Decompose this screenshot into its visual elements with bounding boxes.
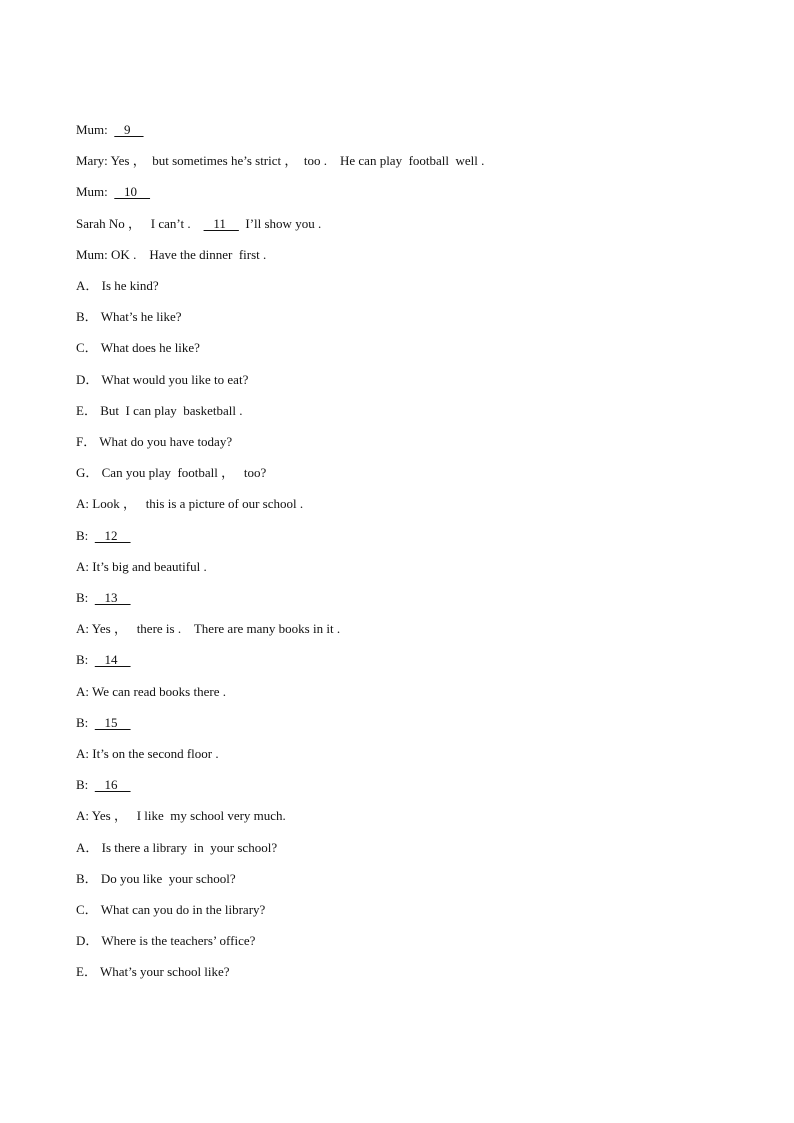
option-item: [76, 933, 255, 949]
speaker: B:: [76, 590, 89, 605]
answer-blank: 15: [94, 715, 131, 730]
answer-blank: 9: [114, 122, 144, 137]
speaker: A:: [76, 496, 89, 511]
dialogue-line: [76, 590, 131, 606]
line-text: Yes ， but sometimes he’s strict ， too . He can play football well .: [110, 153, 485, 168]
option-letter: A．: [76, 840, 99, 855]
option-item: [76, 309, 182, 325]
answer-blank: 13: [94, 590, 131, 605]
option-letter: A．: [76, 278, 99, 293]
line-text: Look ， this is a picture of our school .: [92, 496, 304, 511]
dialogue-line: [76, 247, 266, 263]
dialogue-line: [76, 715, 131, 731]
option-text: What does he like?: [100, 340, 200, 355]
option-item: [76, 372, 248, 388]
option-item: [76, 871, 236, 887]
option-item: [76, 434, 232, 450]
option-letter: C．: [76, 340, 98, 355]
option-item: [76, 340, 200, 356]
option-text: Is there a library in your school?: [101, 840, 278, 855]
line-text-after: I’ll show you .: [238, 216, 322, 231]
option-letter: D．: [76, 372, 99, 387]
speaker: A:: [76, 746, 89, 761]
speaker: Sarah: [76, 216, 106, 231]
option-text: Is he kind?: [101, 278, 159, 293]
speaker: Mum:: [76, 247, 108, 262]
option-letter: B．: [76, 871, 98, 886]
speaker: A:: [76, 621, 89, 636]
option-letter: E．: [76, 964, 97, 979]
line-text: It’s big and beautiful .: [92, 559, 207, 574]
line-text: No ， I can’t .: [108, 216, 204, 231]
speaker: Mum:: [76, 184, 108, 199]
option-letter: C．: [76, 902, 98, 917]
answer-blank: 10: [114, 184, 151, 199]
line-text: It’s on the second floor .: [92, 746, 219, 761]
answer-blank: 16: [94, 777, 131, 792]
speaker: Mary:: [76, 153, 108, 168]
dialogue-line: [76, 184, 150, 200]
line-text: Yes ， there is . There are many books in it .: [91, 621, 341, 636]
dialogue-line: [76, 808, 286, 824]
speaker: A:: [76, 559, 89, 574]
option-text: What’s he like?: [100, 309, 182, 324]
option-item: [76, 840, 277, 856]
line-text: We can read books there .: [92, 684, 226, 699]
option-text: But I can play basketball .: [100, 403, 243, 418]
option-letter: B．: [76, 309, 98, 324]
option-item: [76, 902, 265, 918]
dialogue-line: [76, 684, 226, 700]
option-text: What would you like to eat?: [101, 372, 249, 387]
option-letter: D．: [76, 933, 99, 948]
option-item: [76, 278, 159, 294]
option-text: Do you like your school?: [100, 871, 236, 886]
option-letter: G．: [76, 465, 99, 480]
dialogue-line: [76, 122, 144, 138]
option-item: [76, 964, 230, 980]
line-text: Yes ， I like my school very much.: [91, 808, 286, 823]
dialogue-line: [76, 153, 484, 169]
speaker: B:: [76, 528, 89, 543]
dialogue-line: [76, 621, 340, 637]
speaker: A:: [76, 684, 89, 699]
option-letter: F．: [76, 434, 97, 449]
dialogue-line: [76, 746, 219, 762]
option-letter: E．: [76, 403, 97, 418]
answer-blank: 11: [203, 216, 239, 231]
option-text: What do you have today?: [99, 434, 233, 449]
dialogue-line: [76, 652, 131, 668]
dialogue-line: [76, 216, 321, 232]
dialogue-line: [76, 528, 131, 544]
answer-blank: 14: [94, 652, 131, 667]
line-text: OK . Have the dinner first .: [111, 247, 267, 262]
option-text: Where is the teachers’ office?: [101, 933, 256, 948]
dialogue-line: [76, 777, 131, 793]
option-text: Can you play football ， too?: [101, 465, 267, 480]
option-item: [76, 465, 266, 481]
option-item: [76, 403, 242, 419]
dialogue-line: [76, 496, 303, 512]
speaker: Mum:: [76, 122, 108, 137]
speaker: B:: [76, 652, 89, 667]
option-text: What can you do in the library?: [100, 902, 266, 917]
option-text: What’s your school like?: [99, 964, 230, 979]
dialogue-line: [76, 559, 207, 575]
speaker: B:: [76, 777, 89, 792]
speaker: B:: [76, 715, 89, 730]
speaker: A:: [76, 808, 89, 823]
answer-blank: 12: [94, 528, 131, 543]
